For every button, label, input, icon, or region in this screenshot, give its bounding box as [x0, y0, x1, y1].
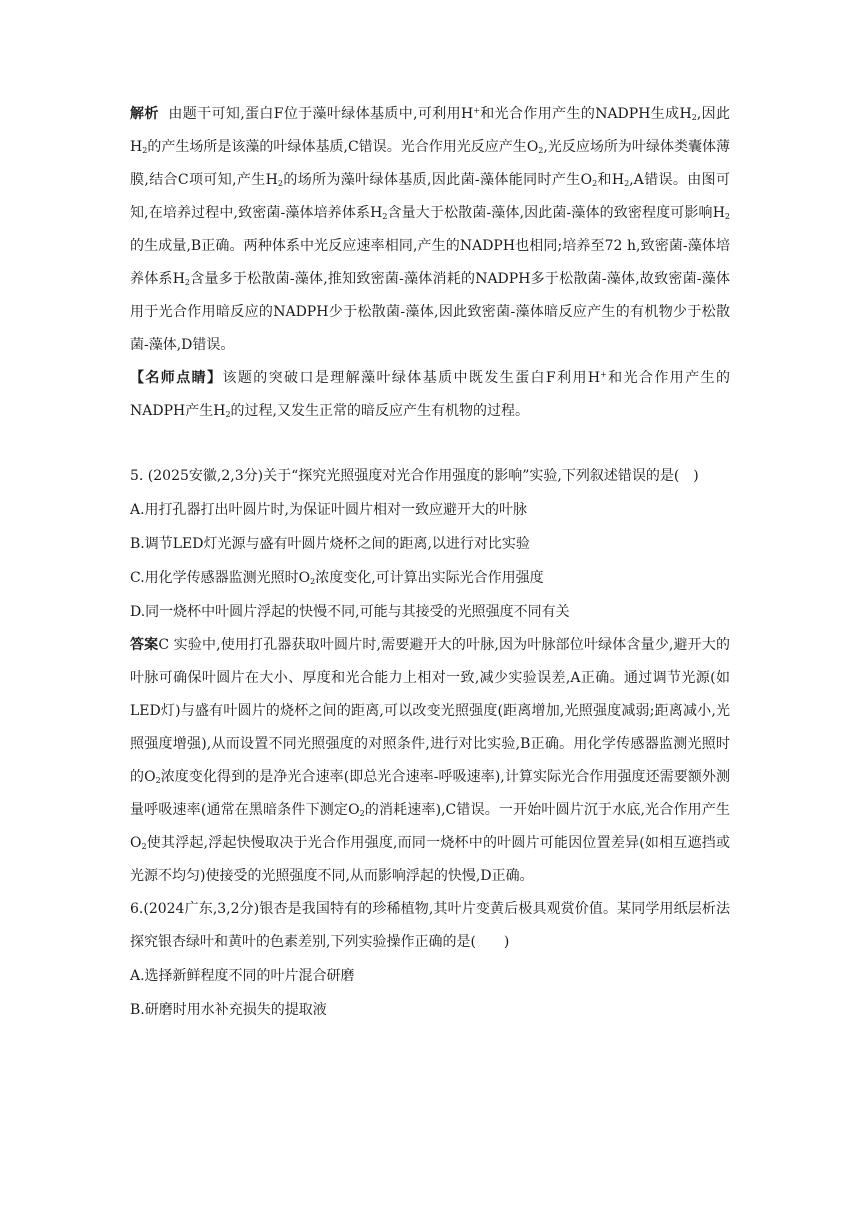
tip-paragraph — [130, 362, 730, 428]
analysis-label: 解析 — [130, 106, 159, 122]
question-5-option-c: C.用化学传感器监测光照时$O_2$浓度变化,可计算出实际光合作用强度 — [130, 570, 544, 586]
answer-label: 答案 — [130, 637, 159, 653]
question-6-option-b: B.研磨时用水补充损失的提取液 — [130, 1002, 327, 1018]
question-6-stem: 6.(2024广东,3,2分)银杏是我国特有的珍稀植物,其叶片变黄后极具观赏价值。某同学用纸层析法探究银杏绿叶和黄叶的色素差别,下列实验操作正确的是( ) — [130, 901, 730, 950]
question-5-option-b: B.调节LED灯光源与盛有叶圆片烧杯之间的距离,以进行对比实验 — [130, 536, 530, 552]
question-5-option-a: A.用打孔器打出叶圆片时,为保证叶圆片相对一致应避开大的叶脉 — [130, 502, 528, 518]
answer-text: C 实验中,使用打孔器获取叶圆片时,需要避开大的叶脉,因为叶脉部位叶绿体含量少,避开大的叶脉可确保叶圆片在大小、厚度和光合能力上相对一致,减少实验误差,A正确。通过调节光源(如LED灯)与盛有叶圆片的烧杯之间的距离,可以改变光照强度(距离增加,光照强度减弱;距离减小,光照强度增强),从而设置不同光照强度的对照条件,进行对比实验,B正确。用化学传感器监测光照时的$O_2$浓度变化得到的是净光合速率(即总光合速率-呼吸速率),计算实际光合作用强度还需要额外测量呼吸速率(通常在黑暗条件下测定$O_2$的消耗速率),C错误。一开始叶圆片沉于水底,光合作用产生$O_2$使其浮起,浮起快慢取决于光合作用强度,而同一烧杯中的叶圆片可能因位置差异(如相互遮挡或光源不均匀)使接受的光照强度不同,从而影响浮起的快慢,D正确。 — [130, 637, 731, 884]
analysis-text: 由题干可知,蛋白F位于藻叶绿体基质中,可利用H+和光合作用产生的NADPH生成$H_2$,因此$H_2$的产生场所是该藻的叶绿体基质,C错误。光合作用光反应产生$O_2$,光反应场所为叶绿体类囊体薄膜,结合C项可知,产生$H_2$的场所为藻叶绿体基质,因此菌-藻体能同时产生$O_2$和$H_2,A$错误。由图可知,在培养过程中,致密菌-藻体培养体系$H_2$含量大于松散菌-藻体,因此菌-藻体的致密程度可影响$H_2$的生成量,B正确。两种体系中光反应速率相同,产生的NADPH也相同;培养至72 h,致密菌-藻体培养体系$H_2$含量多于松散菌-藻体,推知致密菌-藻体消耗的NADPH多于松散菌-藻体,故致密菌-藻体用于光合作用暗反应的NADPH少于松散菌-藻体,因此致密菌-藻体暗反应产生的有机物少于松散菌-藻体,D错误。 — [130, 106, 731, 353]
question-6-option-a: A.选择新鲜程度不同的叶片混合研磨 — [130, 968, 355, 984]
question-5-option-d: D.同一烧杯中叶圆片浮起的快慢不同,可能与其接受的光照强度不同有关 — [130, 604, 570, 620]
analysis-paragraph — [130, 98, 730, 362]
question-5-answer — [130, 629, 730, 893]
tip-label: 【名师点睛】 — [130, 370, 223, 386]
document-body — [130, 98, 730, 1027]
question-5-stem: 5. (2025安徽,2,3分)关于“探究光照强度对光合作用强度的影响”实验,下列叙述错误的是( ) — [130, 468, 699, 484]
tip-text: 该题的突破口是理解藻叶绿体基质中既发生蛋白F利用H+和光合作用产生的NADPH产生$H_2$的过程,又发生正常的暗反应产生有机物的过程。 — [130, 370, 731, 419]
